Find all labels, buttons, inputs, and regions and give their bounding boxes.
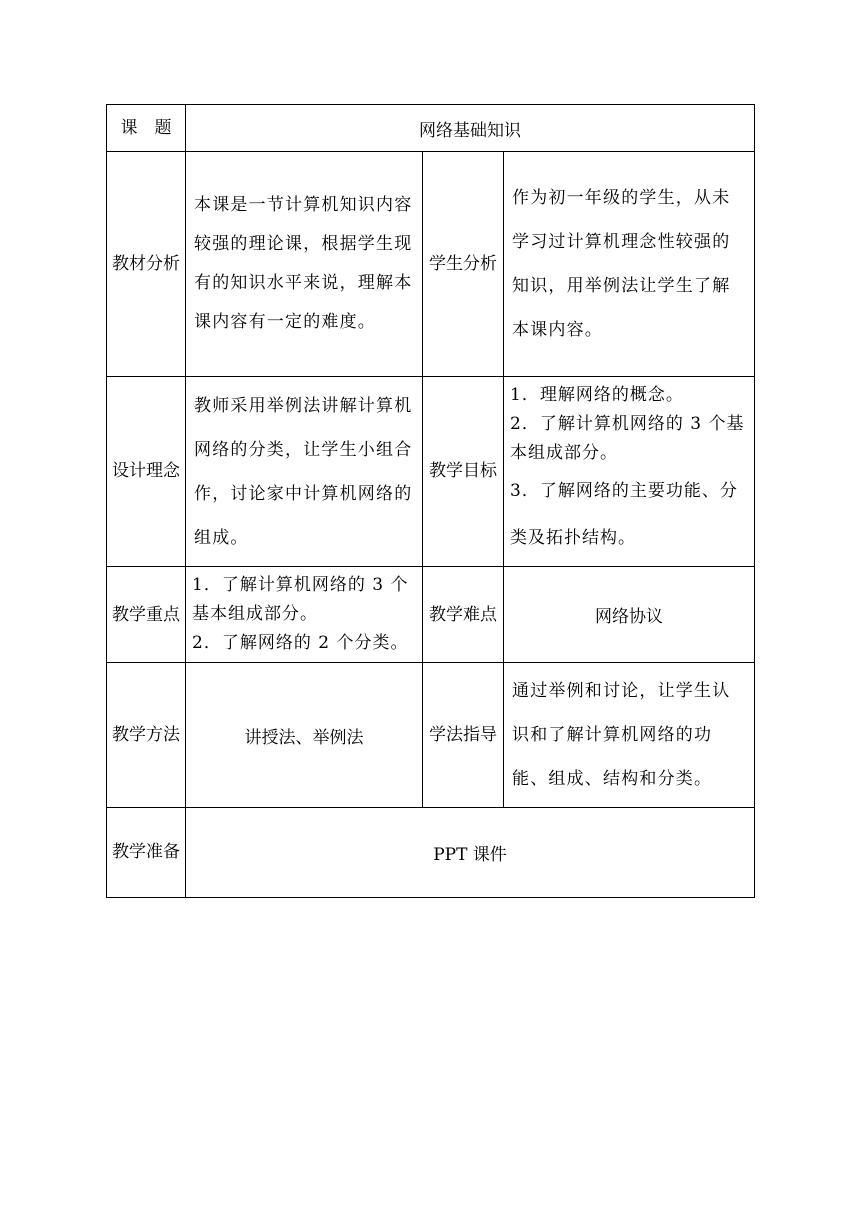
- key-point-item: 1．了解计算机网络的 3 个基本组成部分。: [192, 575, 409, 624]
- row-design-concept: [107, 377, 755, 567]
- row-teaching-method: [107, 663, 755, 808]
- key-points-list: [186, 567, 423, 663]
- preparation-label: 教学准备: [107, 808, 186, 898]
- teaching-method-text: 讲授法、举例法: [186, 663, 423, 808]
- row-topic: [107, 105, 755, 152]
- teaching-goal-item: 1．理解网络的概念。: [510, 385, 684, 405]
- difficulty-label: 教学难点: [423, 567, 504, 663]
- design-concept-label: 设计理念: [107, 377, 186, 567]
- study-guide-label: 学法指导: [423, 663, 504, 808]
- teaching-goal-item: 2．了解计算机网络的 3 个基本组成部分。: [510, 414, 745, 463]
- row-material-analysis: [107, 152, 755, 377]
- teaching-goal-list: [504, 377, 755, 567]
- material-analysis-label: 教材分析: [107, 152, 186, 377]
- key-point-item: 2．了解网络的 2 个分类。: [192, 633, 409, 653]
- topic-value: 网络基础知识: [186, 105, 755, 152]
- preparation-value: PPT 课件: [186, 808, 755, 898]
- design-concept-text: 教师采用举例法讲解计算机网络的分类，让学生小组合作，讨论家中计算机网络的组成。: [186, 377, 423, 567]
- teaching-method-label: 教学方法: [107, 663, 186, 808]
- row-preparation: [107, 808, 755, 898]
- row-key-points: [107, 567, 755, 663]
- lesson-plan-table: [106, 104, 755, 898]
- material-analysis-text: 本课是一节计算机知识内容较强的理论课，根据学生现有的知识水平来说，理解本课内容有一定的难度。: [186, 152, 423, 377]
- difficulty-value: 网络协议: [504, 567, 755, 663]
- teaching-goal-item: 3．了解网络的主要功能、分类及拓扑结构。: [510, 481, 738, 548]
- student-analysis-text: 作为初一年级的学生，从未学习过计算机理念性较强的知识，用举例法让学生了解本课内容。: [504, 152, 755, 377]
- topic-label: 课 题: [107, 105, 186, 152]
- student-analysis-label: 学生分析: [423, 152, 504, 377]
- study-guide-text: 通过举例和讨论，让学生认识和了解计算机网络的功能、组成、结构和分类。: [504, 663, 755, 808]
- teaching-goal-label: 教学目标: [423, 377, 504, 567]
- key-points-label: 教学重点: [107, 567, 186, 663]
